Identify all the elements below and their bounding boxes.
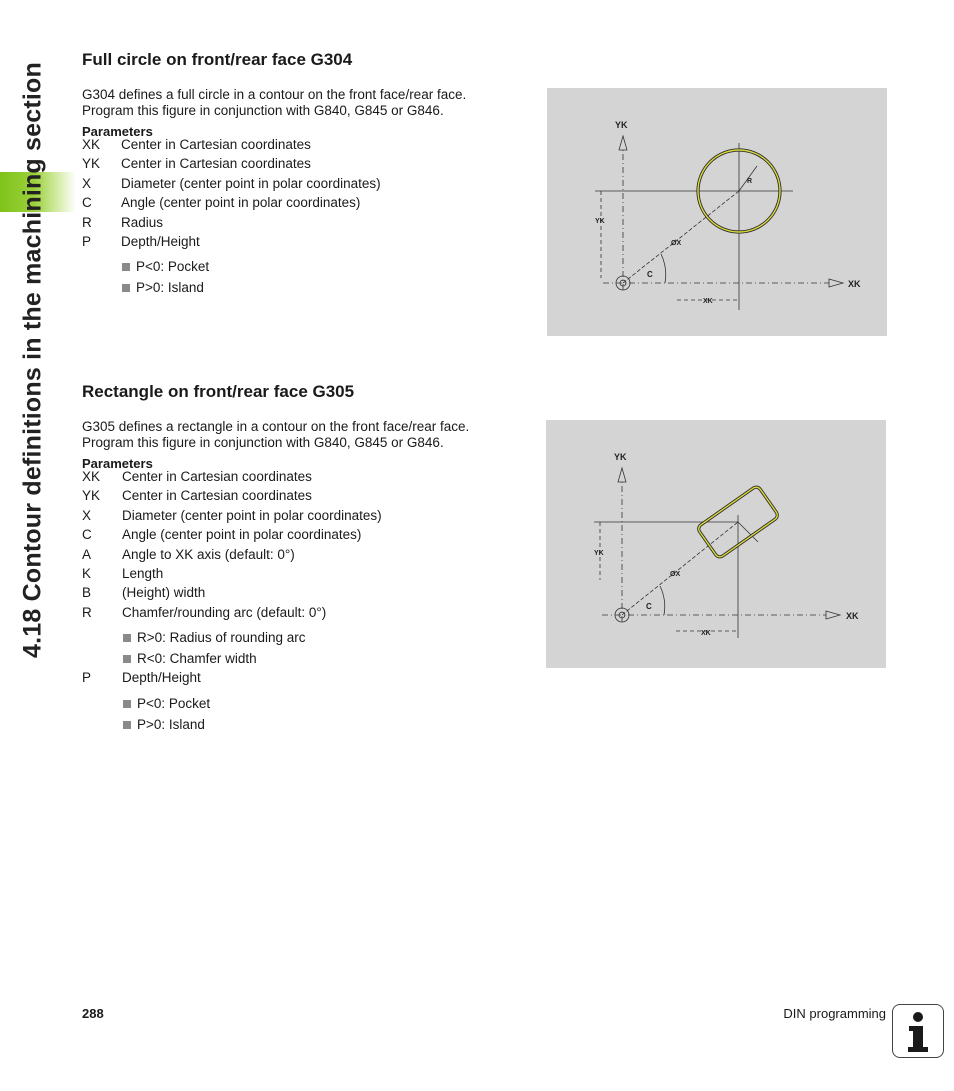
parameter-row	[82, 527, 382, 546]
yk-dimension-label: YK	[594, 550, 604, 557]
param-desc: Length	[122, 565, 164, 581]
desc-line: G305 defines a rectangle in a contour on the front face/rear face.	[82, 419, 470, 434]
bullet-text: P<0: Pocket	[136, 259, 210, 274]
param-key: P	[82, 670, 92, 685]
parameter-row	[82, 195, 381, 214]
angle-c-arc	[660, 586, 665, 615]
desc-line: G304 defines a full circle in a contour on the front face/rear face.	[82, 87, 467, 102]
yk-axis-label: YK	[615, 120, 628, 130]
angle-c-label: C	[647, 270, 653, 279]
xk-dimension-label: XK	[703, 298, 713, 305]
desc-line: Program this figure in conjunction with G840, G845 or G846.	[82, 435, 444, 450]
bullet-square-icon	[123, 655, 131, 663]
parameter-row	[82, 508, 382, 527]
param-key: P	[82, 233, 92, 249]
parameter-row	[82, 488, 382, 507]
param-desc: Center in Cartesian coordinates	[121, 156, 311, 172]
parameter-row	[82, 215, 381, 234]
param-desc: Angle (center point in polar coordinates)	[121, 195, 361, 211]
radius-r-label: R	[747, 178, 753, 185]
parameter-row	[82, 547, 382, 566]
param-key: C	[82, 527, 92, 543]
bullet-square-icon	[122, 263, 130, 271]
yk-axis-label: YK	[614, 452, 627, 462]
figure-full-circle	[547, 88, 887, 336]
section-description-g304	[82, 87, 522, 119]
bullet-text: R>0: Radius of rounding arc	[137, 630, 306, 645]
param-key: C	[82, 195, 92, 211]
parameter-row	[82, 137, 381, 156]
param-desc: Center in Cartesian coordinates	[121, 137, 311, 152]
footer-chapter-name: DIN programming	[783, 1006, 886, 1021]
bullet-item	[123, 717, 205, 732]
yk-axis-arrow-icon	[618, 468, 626, 482]
param-desc: Radius	[121, 214, 164, 230]
info-icon	[892, 1004, 944, 1058]
info-i-icon	[893, 1005, 943, 1057]
parameters-label: Parameters	[82, 456, 153, 471]
angle-c-label: C	[646, 602, 652, 611]
param-key: XK	[82, 137, 101, 152]
param-key: YK	[82, 488, 101, 504]
parameter-list-g305	[82, 469, 382, 624]
xk-axis-arrow-icon	[829, 279, 843, 287]
polar-diameter-line	[623, 191, 739, 283]
angle-c-arc	[661, 254, 666, 283]
param-key: K	[82, 565, 92, 581]
parameter-row-p	[82, 670, 201, 689]
yk-axis-arrow-icon	[619, 136, 627, 150]
param-key: XK	[82, 469, 101, 484]
param-desc: Depth/Height	[122, 670, 201, 685]
parameters-label: Parameters	[82, 124, 153, 139]
bullet-item	[122, 280, 204, 295]
bullet-text: R<0: Chamfer width	[137, 651, 257, 666]
phi-x-label: ØX	[670, 571, 681, 578]
xk-dimension-label: XK	[701, 630, 711, 637]
bullet-square-icon	[123, 700, 131, 708]
full-circle-diagram	[547, 88, 887, 336]
figure-rectangle	[546, 420, 886, 668]
rectangle-diagram	[546, 420, 886, 668]
bullet-text: P>0: Island	[137, 717, 205, 732]
bullet-item	[123, 630, 305, 645]
section-description-g305	[82, 419, 522, 451]
parameter-row	[82, 566, 382, 585]
param-desc: Chamfer/rounding arc (default: 0°)	[122, 604, 327, 620]
param-desc: Diameter (center point in polar coordinates)	[121, 175, 381, 191]
section-heading-g304: Full circle on front/rear face G304	[82, 50, 353, 69]
chapter-title-text: 4.18 Contour definitions in the machining section	[18, 62, 47, 658]
bullet-item	[123, 696, 210, 711]
param-key: YK	[82, 156, 101, 172]
parameter-row	[82, 670, 201, 689]
parameter-row	[82, 605, 382, 624]
param-key: R	[82, 604, 92, 620]
phi-x-label: ØX	[671, 240, 682, 247]
param-desc: Angle (center point in polar coordinates)	[122, 527, 362, 543]
param-key: A	[82, 546, 92, 562]
param-desc: Depth/Height	[121, 233, 200, 249]
param-key: X	[82, 507, 92, 523]
section-heading-g305: Rectangle on front/rear face G305	[82, 382, 355, 401]
polar-diameter-line	[622, 522, 738, 615]
param-key: X	[82, 175, 92, 191]
bullet-square-icon	[122, 284, 130, 292]
parameter-row	[82, 234, 381, 253]
param-desc: Center in Cartesian coordinates	[122, 469, 312, 484]
bullet-item	[122, 259, 209, 274]
parameter-row	[82, 585, 382, 604]
parameter-list-g304	[82, 137, 381, 253]
desc-line: Program this figure in conjunction with G840, G845 or G846.	[82, 103, 444, 118]
bullet-square-icon	[123, 634, 131, 642]
param-key: R	[82, 214, 92, 230]
xk-axis-arrow-icon	[826, 611, 840, 619]
parameter-row	[82, 176, 381, 195]
xk-axis-label: XK	[846, 611, 859, 621]
bullet-text: P>0: Island	[136, 280, 204, 295]
param-key: B	[82, 585, 92, 601]
param-desc: Diameter (center point in polar coordinates)	[122, 507, 382, 523]
param-desc: (Height) width	[122, 585, 206, 601]
bullet-text: P<0: Pocket	[137, 696, 211, 711]
param-desc: Center in Cartesian coordinates	[122, 488, 312, 504]
chapter-title-vertical	[8, 40, 58, 680]
bullet-item	[123, 651, 257, 666]
bullet-square-icon	[123, 721, 131, 729]
yk-dimension-label: YK	[595, 218, 605, 225]
parameter-row	[82, 156, 381, 175]
param-desc: Angle to XK axis (default: 0°)	[122, 546, 295, 562]
xk-axis-label: XK	[848, 279, 861, 289]
parameter-row	[82, 469, 382, 488]
page-number: 288	[82, 1006, 104, 1021]
